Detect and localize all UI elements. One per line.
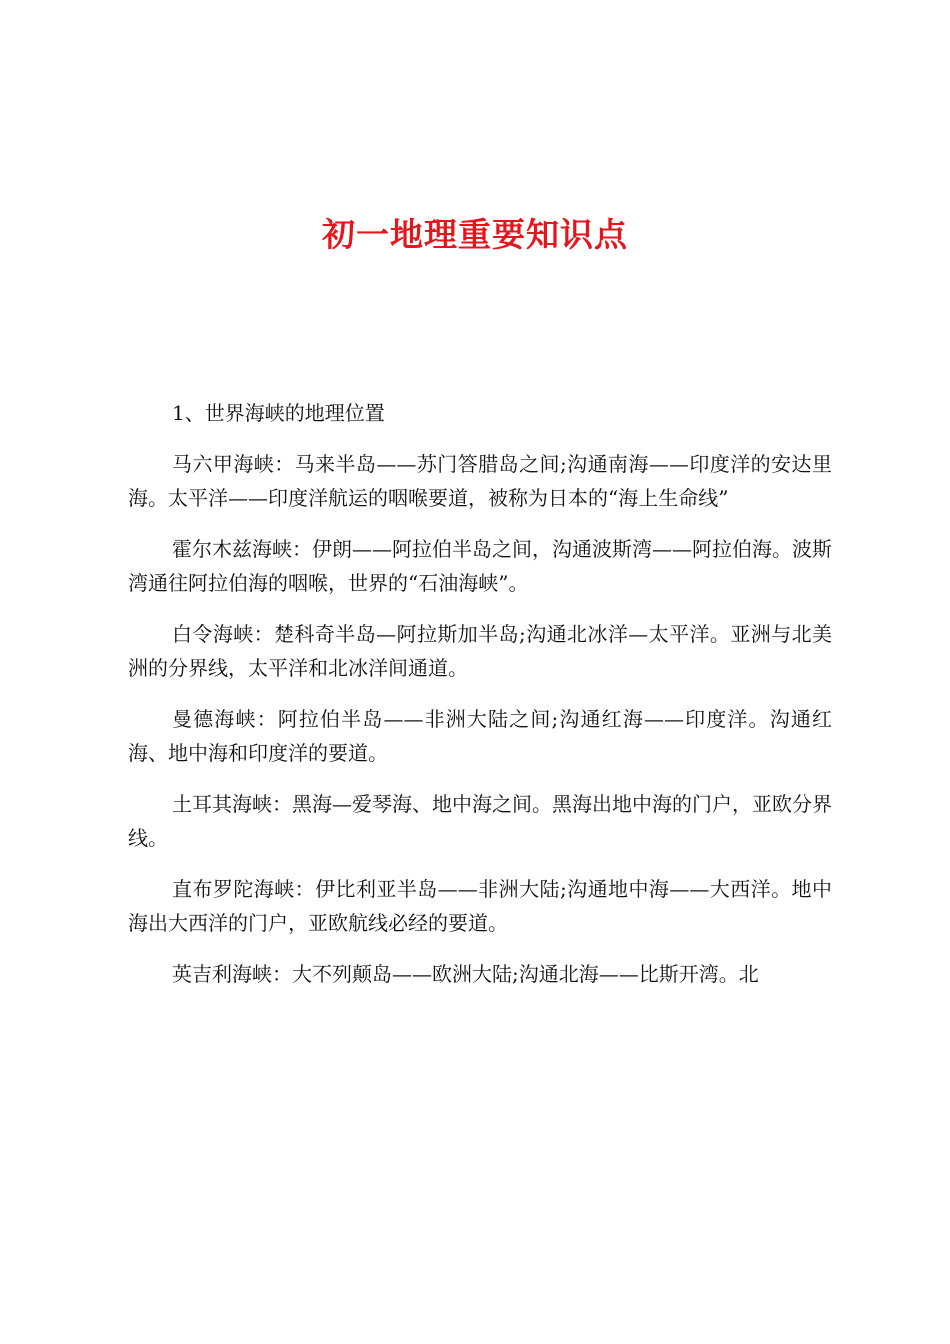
paragraph-english-channel: 英吉利海峡：大不列颠岛——欧洲大陆;沟通北海——比斯开湾。北 bbox=[172, 961, 759, 986]
paragraph-hormuz-strait: 霍尔木兹海峡：伊朗——阿拉伯半岛之间，沟通波斯湾——阿拉伯海。波斯湾通往阿拉伯海的咽喉，世界的“石油海峡”。 bbox=[128, 536, 832, 595]
paragraph-turkish-straits: 土耳其海峡：黑海—爱琴海、地中海之间。黑海出地中海的门户，亚欧分界线。 bbox=[128, 791, 832, 850]
document-body bbox=[128, 396, 832, 1007]
paragraph-bering-strait: 白令海峡：楚科奇半岛—阿拉斯加半岛;沟通北冰洋—太平洋。亚洲与北美洲的分界线，太平洋和北冰洋间通道。 bbox=[128, 621, 832, 680]
paragraph-gibraltar-strait: 直布罗陀海峡：伊比利亚半岛——非洲大陆;沟通地中海——大西洋。地中海出大西洋的门户，亚欧航线必经的要道。 bbox=[128, 876, 832, 935]
page-title: 初一地理重要知识点 bbox=[322, 215, 628, 254]
paragraph-mandeb-strait: 曼德海峡：阿拉伯半岛——非洲大陆之间;沟通红海——印度洋。沟通红海、地中海和印度洋的要道。 bbox=[128, 706, 832, 765]
section-heading: 1、世界海峡的地理位置 bbox=[172, 401, 385, 425]
paragraph-malacca-strait: 马六甲海峡：马来半岛——苏门答腊岛之间;沟通南海——印度洋的安达里海。太平洋——印度洋航运的咽喉要道，被称为日本的“海上生命线” bbox=[128, 451, 832, 510]
